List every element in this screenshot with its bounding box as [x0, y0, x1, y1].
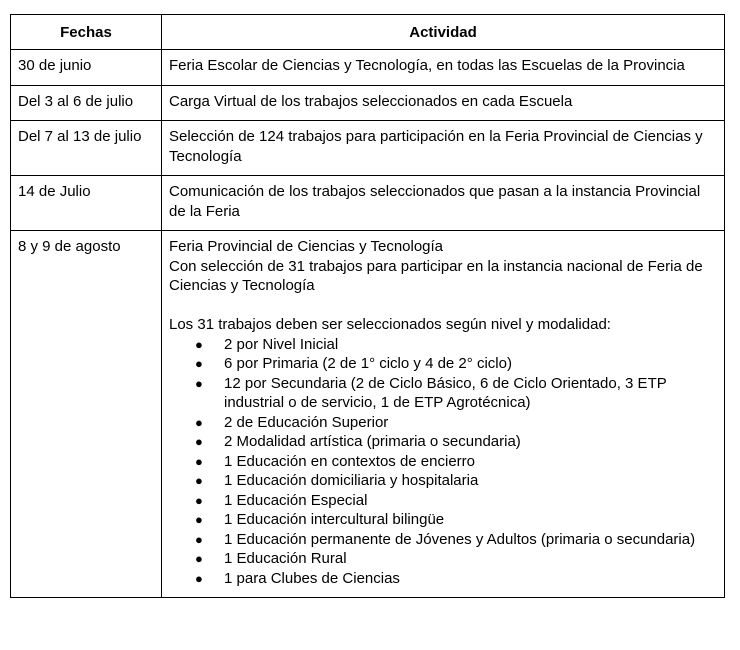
list-item — [169, 413, 717, 433]
list-item — [169, 354, 717, 374]
activity-title: Feria Provincial de Ciencias y Tecnología — [169, 238, 444, 255]
bullet-icon: ● — [195, 531, 203, 547]
list-item — [169, 452, 717, 472]
table-row — [11, 176, 725, 231]
row-date: Del 7 al 13 de julio — [11, 121, 162, 176]
table-row-final — [11, 231, 725, 598]
bullet-icon: ● — [195, 414, 203, 430]
bullet-icon: ● — [195, 336, 203, 352]
bullet-icon: ● — [195, 473, 203, 488]
table-header-row — [11, 15, 725, 50]
bullet-icon: ● — [195, 512, 203, 527]
selection-intro: Los 31 trabajos deben ser seleccionados según nivel y modalidad: — [169, 316, 611, 333]
list-item — [169, 569, 717, 589]
list-item-text: 1 Educación Rural — [224, 550, 347, 567]
list-item-text: 1 Educación Especial — [224, 491, 368, 509]
list-item-text: 1 para Clubes de Ciencias — [224, 569, 400, 587]
row-activity-details — [162, 231, 725, 598]
bullet-icon: ● — [195, 492, 203, 508]
bullet-icon: ● — [195, 570, 203, 586]
bullet-icon: ● — [195, 434, 203, 449]
list-item — [169, 491, 717, 511]
activity-subtitle: Con selección de 31 trabajos para participar en la instancia nacional de Feria de Ciencias y Tecnología — [169, 257, 703, 294]
list-item — [169, 432, 717, 452]
list-item-text: 1 Educación intercultural bilingüe — [224, 511, 445, 528]
row-date: Del 3 al 6 de julio — [11, 85, 162, 121]
row-activity: Carga Virtual de los trabajos seleccionados en cada Escuela — [162, 85, 725, 121]
row-date: 8 y 9 de agosto — [11, 231, 162, 598]
table-row — [11, 50, 725, 86]
list-item — [169, 530, 717, 550]
list-item-text: 2 de Educación Superior — [224, 413, 389, 431]
list-item-text: 1 Educación domiciliaria y hospitalaria — [224, 472, 479, 489]
list-item — [169, 549, 717, 569]
row-activity: Comunicación de los trabajos seleccionados que pasan a la instancia Provincial de la Feria — [162, 176, 725, 231]
row-date: 14 de Julio — [11, 176, 162, 231]
selection-list — [169, 335, 717, 589]
row-activity: Feria Escolar de Ciencias y Tecnología, en todas las Escuelas de la Provincia — [162, 50, 725, 86]
list-item — [169, 471, 717, 491]
row-activity: Selección de 124 trabajos para participación en la Feria Provincial de Ciencias y Tecnología — [162, 121, 725, 176]
bullet-icon: ● — [195, 375, 203, 391]
list-item-text: 6 por Primaria (2 de 1° ciclo y 4 de 2° ciclo) — [224, 355, 512, 372]
list-item — [169, 374, 717, 413]
table-row — [11, 121, 725, 176]
row-date: 30 de junio — [11, 50, 162, 86]
list-item-text: 2 Modalidad artística (primaria o secundaria) — [224, 433, 521, 450]
paragraph-spacer — [169, 296, 717, 316]
bullet-icon: ● — [195, 453, 203, 469]
bullet-icon: ● — [195, 356, 203, 371]
list-item-text: 1 Educación en contextos de encierro — [224, 452, 475, 470]
table-row — [11, 85, 725, 121]
list-item-text: 12 por Secundaria (2 de Ciclo Básico, 6 de Ciclo Orientado, 3 ETP industrial o de servicio, 1 de ETP Agrotécnica) — [224, 374, 667, 411]
list-item — [169, 510, 717, 530]
bullet-icon: ● — [195, 551, 203, 566]
list-item-text: 1 Educación permanente de Jóvenes y Adultos (primaria o secundaria) — [224, 530, 696, 548]
header-fechas: Fechas — [11, 15, 162, 50]
list-item — [169, 335, 717, 355]
header-actividad: Actividad — [162, 15, 725, 50]
list-item-text: 2 por Nivel Inicial — [224, 335, 339, 353]
schedule-table — [10, 14, 725, 598]
